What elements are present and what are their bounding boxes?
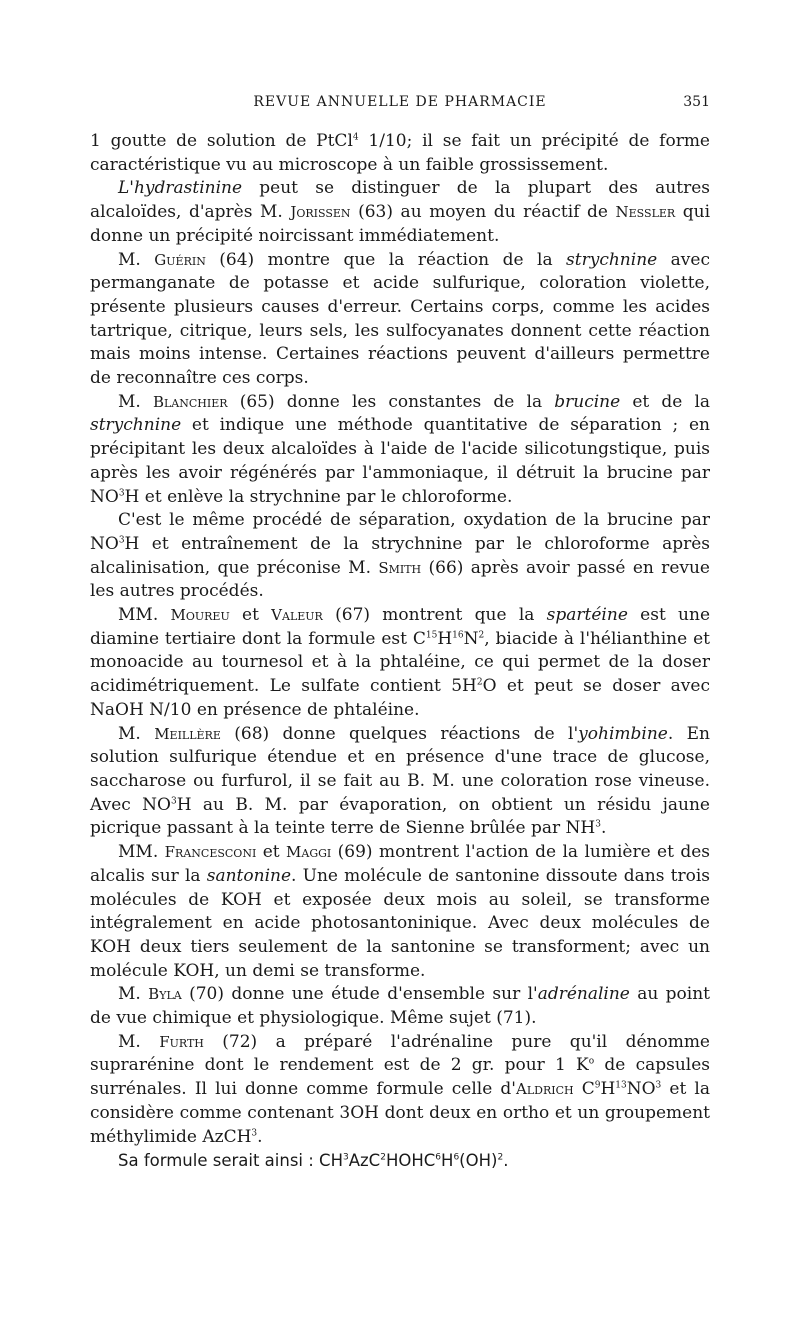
substance-name: strychnine xyxy=(90,415,182,436)
author-name: Jorissen xyxy=(290,203,351,222)
paragraph-sparteine: MM. Moureu et Valeur (67) montrent que la spartéine est une diamine tertiaire dont la formule est $C^{15}H^{16}N^2$, biacide à l'hélianthine et monoacide au tournesol et à la phtaléine, ce qui permet de la doser acidimétriquement. Le sulfate contient $5H^2O$ et peut se doser avec NaOH N/10 en présence de phtaléine. xyxy=(90,605,711,720)
substance-name: strychnine xyxy=(566,249,658,270)
author-name: Byla xyxy=(148,985,182,1004)
substance-name: brucine xyxy=(554,391,621,412)
paragraph-formula: Sa formule serait ainsi : $CH^3AzC^2HOHC^6H^6(OH)^2$. xyxy=(118,1151,509,1171)
paragraph-santonine: MM. Francesconi et Maggi (69) montrent l'action de la lumière et des alcalis sur la santonine. Une molécule de santonine dissoute dans trois molécules de KOH et exposée deux mois au soleil, se transforme intégralement en acide photosantoninique. Avec deux molécules de KOH deux tiers seulement de la santonine se transforment; avec un molécule KOH, un demi se transforme. xyxy=(90,842,711,981)
author-name: Smith xyxy=(378,558,422,577)
author-name: Meillère xyxy=(154,724,221,743)
paragraph-adrenaline-study: M. Byla (70) donne une étude d'ensemble sur l'adrénaline au point de vue chimique et physiologique. Même sujet (71). xyxy=(90,984,710,1029)
substance-name: santonine xyxy=(206,865,292,886)
paragraph-platinum-chloride: 1 goutte de solution de PtCl$^4$ 1/10; il se fait un précipité de forme caractéristique vu au microscope à un faible grossissement. xyxy=(90,131,710,175)
author-name: Valeur xyxy=(271,606,323,625)
author-name: Furth xyxy=(159,1032,204,1051)
paragraph-suprarenine: M. Furth (72) a préparé l'adrénaline pure qu'il dénomme suprarénine dont le rendement est de 2 gr. pour 1 $K^o$ de capsules surrénales. Il lui donne comme formule celle d'Aldrich $C^9H^{13}NO^3$ et la considère comme contenant 3OH dont deux en ortho et un groupement méthylimide AzCH$^3$. xyxy=(90,1031,711,1147)
body-text xyxy=(90,130,710,1173)
page-header xyxy=(90,94,710,118)
paragraph-separation: C'est le même procédé de séparation, oxydation de la brucine par $NO^3H$ et entraînement de la strychnine par le chloroforme après alcalinisation, que préconise M. Smith (66) après avoir passé en revue les autres procédés. xyxy=(90,510,710,602)
page-number: 351 xyxy=(683,94,710,110)
paragraph-brucine: M. Blanchier (65) donne les constantes de la brucine et de la strychnine et indique une méthode quantitative de séparation ; en précipitant les deux alcaloïdes à l'aide de l'acide silicotungstique, puis après les avoir régénérés par l'ammoniaque, il détruit la brucine par $NO^3H$ et enlève la strychnine par le chloroforme. xyxy=(90,391,711,507)
substance-name: spartéine xyxy=(546,605,628,626)
author-name: Blanchier xyxy=(152,392,228,411)
author-name: Francesconi xyxy=(164,843,257,862)
author-name: Moureu xyxy=(170,606,230,625)
author-name: Guérin xyxy=(154,250,206,269)
paragraph-yohimbine: M. Meillère (68) donne quelques réactions de l'yohimbine. En solution sulfurique étendue et en présence d'une trace de glucose, saccharose ou furfurol, il se fait au B. M. une coloration rose vineuse. Avec $NO^3H$ au B. M. par évaporation, on obtient un résidu jaune picrique passant à la teinte terre de Sienne brûlée par $NH^3$. xyxy=(90,723,711,839)
running-title: REVUE ANNUELLE DE PHARMACIE xyxy=(253,94,547,110)
author-name: Aldrich xyxy=(515,1080,574,1099)
paragraph-hydrastinine: L'hydrastinine peut se distinguer de la plupart des autres alcaloïdes, d'après M. Jorissen (63) au moyen du réactif de Nessler qui donne un précipité noircissant immédiatement. xyxy=(90,178,711,246)
substance-name: adrénaline xyxy=(537,984,630,1005)
substance-name: yohimbine xyxy=(578,723,668,744)
paragraph-strychnine: M. Guérin (64) montre que la réaction de la strychnine avec permanganate de potasse et acide sulfurique, coloration violette, présente plusieurs causes d'erreur. Certains corps, comme les acides tartrique, citrique, leurs sels, les sulfocyanates donnent cette réaction mais moins intense. Certaines réactions peuvent d'ailleurs permettre de reconnaître ces corps. xyxy=(90,249,710,389)
author-name: Nessler xyxy=(615,203,676,222)
substance-name: L'hydrastinine xyxy=(118,178,243,199)
author-name: Maggi xyxy=(286,843,332,862)
